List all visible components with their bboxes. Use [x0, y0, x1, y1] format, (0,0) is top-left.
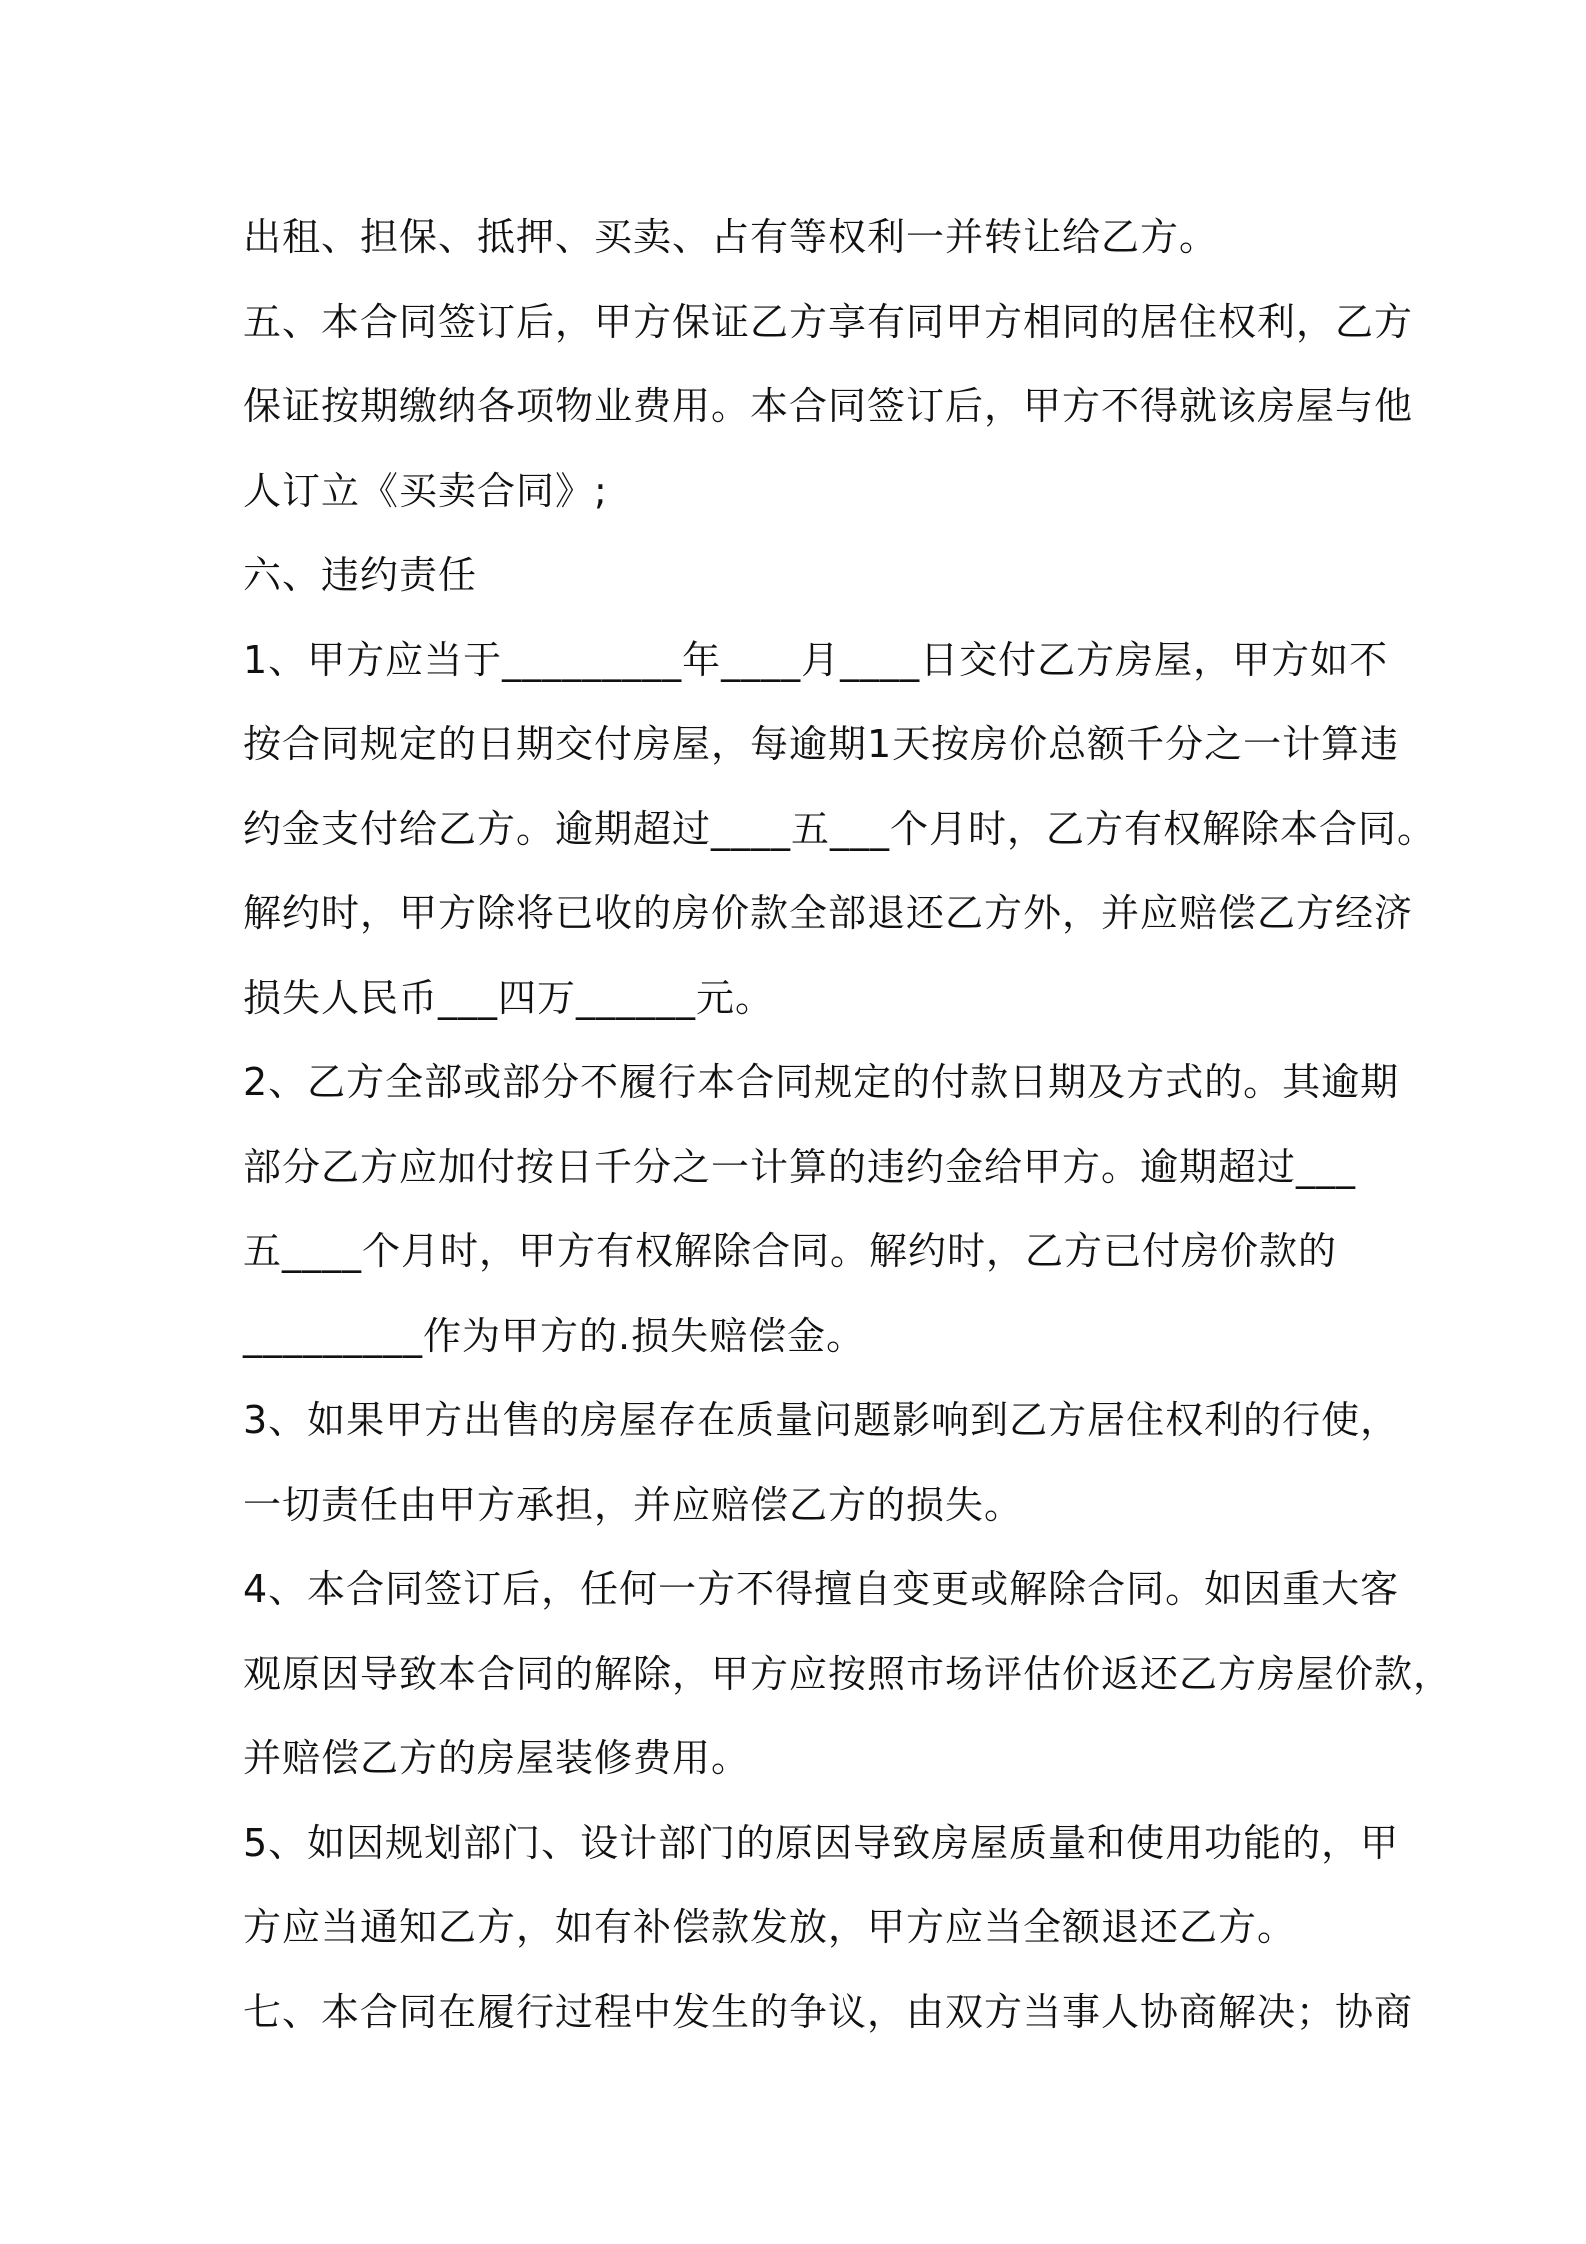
- text-line: 人订立《买卖合同》;: [243, 468, 608, 513]
- text-line: 3、如果甲方出售的房屋存在质量问题影响到乙方居住权利的行使，: [243, 1398, 1400, 1442]
- text-line: 保证按期缴纳各项物业费用。本合同签订后，甲方不得就该房屋与他: [243, 384, 1414, 428]
- section-heading: 六、违约责任: [243, 553, 478, 597]
- text-line: 五、本合同签订后，甲方保证乙方享有同甲方相同的居住权利，乙方: [243, 299, 1414, 344]
- text-line: 按合同规定的日期交付房屋，每逾期1天按房价总额千分之一计算违: [243, 722, 1400, 766]
- text-line: 2、乙方全部或部分不履行本合同规定的付款日期及方式的。其逾期: [243, 1060, 1400, 1104]
- text-line: _________作为甲方的.损失赔偿金。: [243, 1313, 866, 1358]
- text-line: 七、本合同在履行过程中发生的争议，由双方当事人协商解决；协商: [243, 1989, 1414, 2034]
- text-line: 并赔偿乙方的房屋装修费用。: [243, 1736, 751, 1780]
- text-line: 约金支付给乙方。逾期超过____五___个月时，乙方有权解除本合同。: [243, 806, 1437, 851]
- text-line: 一切责任由甲方承担，并应赔偿乙方的损失。: [243, 1482, 1024, 1527]
- text-line: 方应当通知乙方，如有补偿款发放，甲方应当全额退还乙方。: [243, 1905, 1297, 1949]
- text-line: 1、甲方应当于_________年____月____日交付乙方房屋，甲方如不: [243, 637, 1389, 682]
- text-line: 4、本合同签订后，任何一方不得擅自变更或解除合同。如因重大客: [243, 1567, 1400, 1611]
- text-line: 部分乙方应加付按日千分之一计算的违约金给甲方。逾期超过___: [243, 1144, 1357, 1189]
- text-line: 观原因导致本合同的解除，甲方应按照市场评估价返还乙方房屋价款，: [243, 1651, 1453, 1696]
- text-line: 5、如因规划部门、设计部门的原因导致房屋质量和使用功能的，甲: [243, 1820, 1400, 1865]
- text-line: 五____个月时，甲方有权解除合同。解约时，乙方已付房价款的: [243, 1229, 1338, 1273]
- document-body: [243, 195, 1453, 2054]
- text-line: 出租、担保、抵押、买卖、占有等权利一并转让给乙方。: [243, 215, 1219, 259]
- text-line: 损失人民币___四万______元。: [243, 975, 775, 1020]
- text-line: 解约时，甲方除将已收的房价款全部退还乙方外，并应赔偿乙方经济: [243, 891, 1414, 935]
